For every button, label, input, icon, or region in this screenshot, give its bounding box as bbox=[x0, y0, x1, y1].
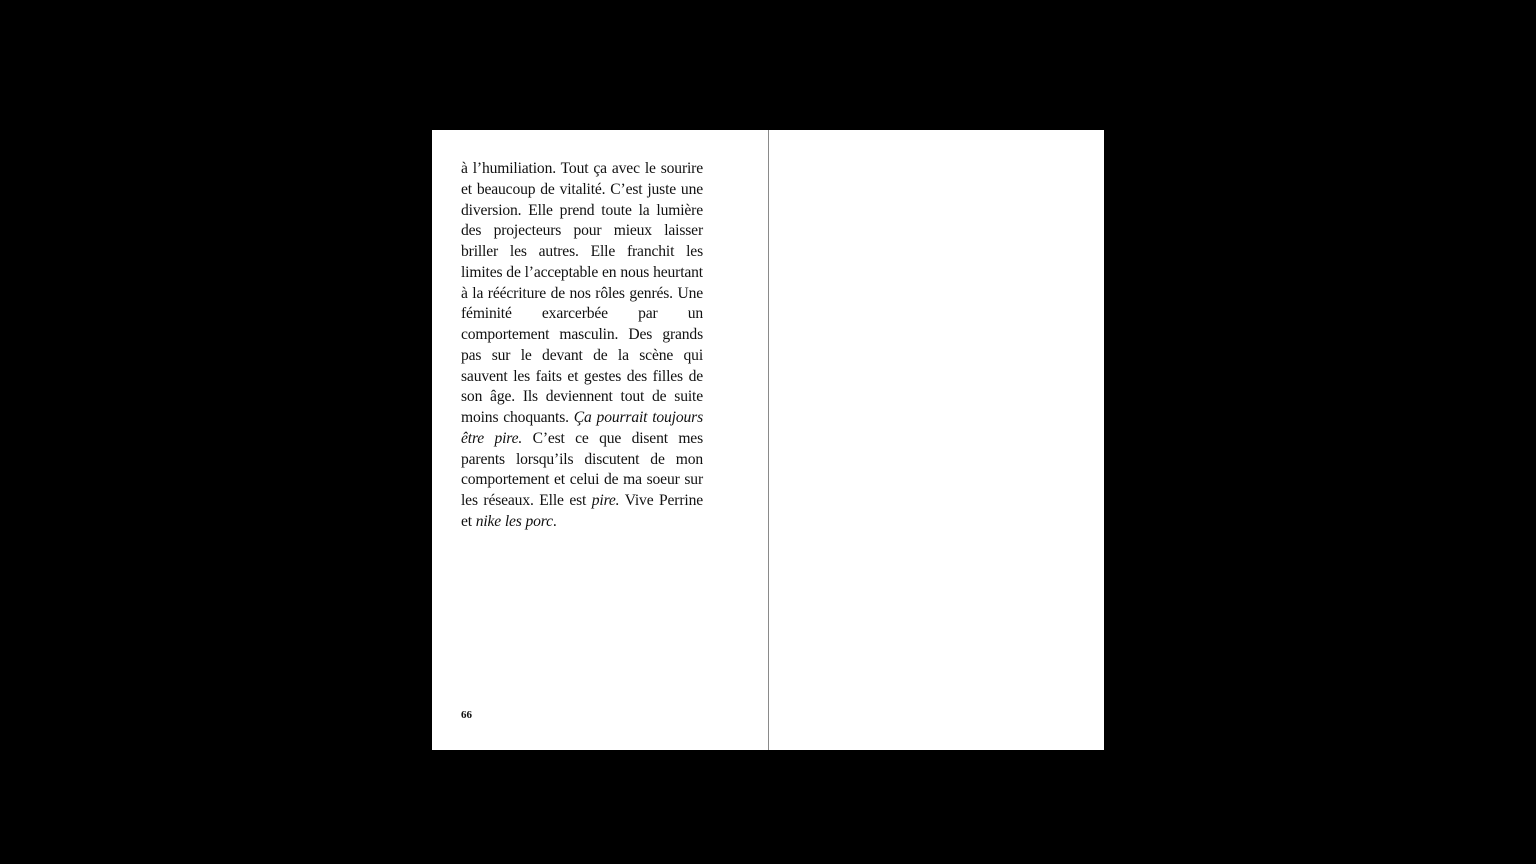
text-run: à l’humiliation. Tout ça avec le sourire et beaucoup de vitalité. C’est juste une diversion. Elle prend toute la lumière des projecteurs pour mieux laisser briller les autres. Elle franchit les limites de l’acceptable en nous heurtant à la réécriture de nos rôles genrés. Une féminité exarcerbée par un comportement masculin. Des grands pas sur le devant de la scène qui sauvent les faits et gestes des filles de son âge. Ils deviennent tout de suite moins choquants. bbox=[461, 160, 703, 426]
page-number: 66 bbox=[461, 709, 472, 721]
right-page bbox=[769, 130, 1104, 750]
body-paragraph bbox=[461, 159, 703, 533]
text-run: . bbox=[552, 512, 557, 530]
italic-text-run: Ça pourrait toujours être pire. bbox=[461, 409, 703, 447]
book-spread bbox=[432, 130, 1104, 750]
left-page bbox=[432, 130, 768, 750]
italic-text-run: pire. bbox=[591, 492, 620, 509]
text-run: C’est ce que disent mes parents lorsqu’ils discutent de mon comportement et celui de ma soeur sur les réseaux. Elle est bbox=[461, 429, 703, 509]
italic-text-run: nike les porc bbox=[475, 512, 553, 530]
text-run: Vive Perrine et bbox=[461, 492, 703, 530]
